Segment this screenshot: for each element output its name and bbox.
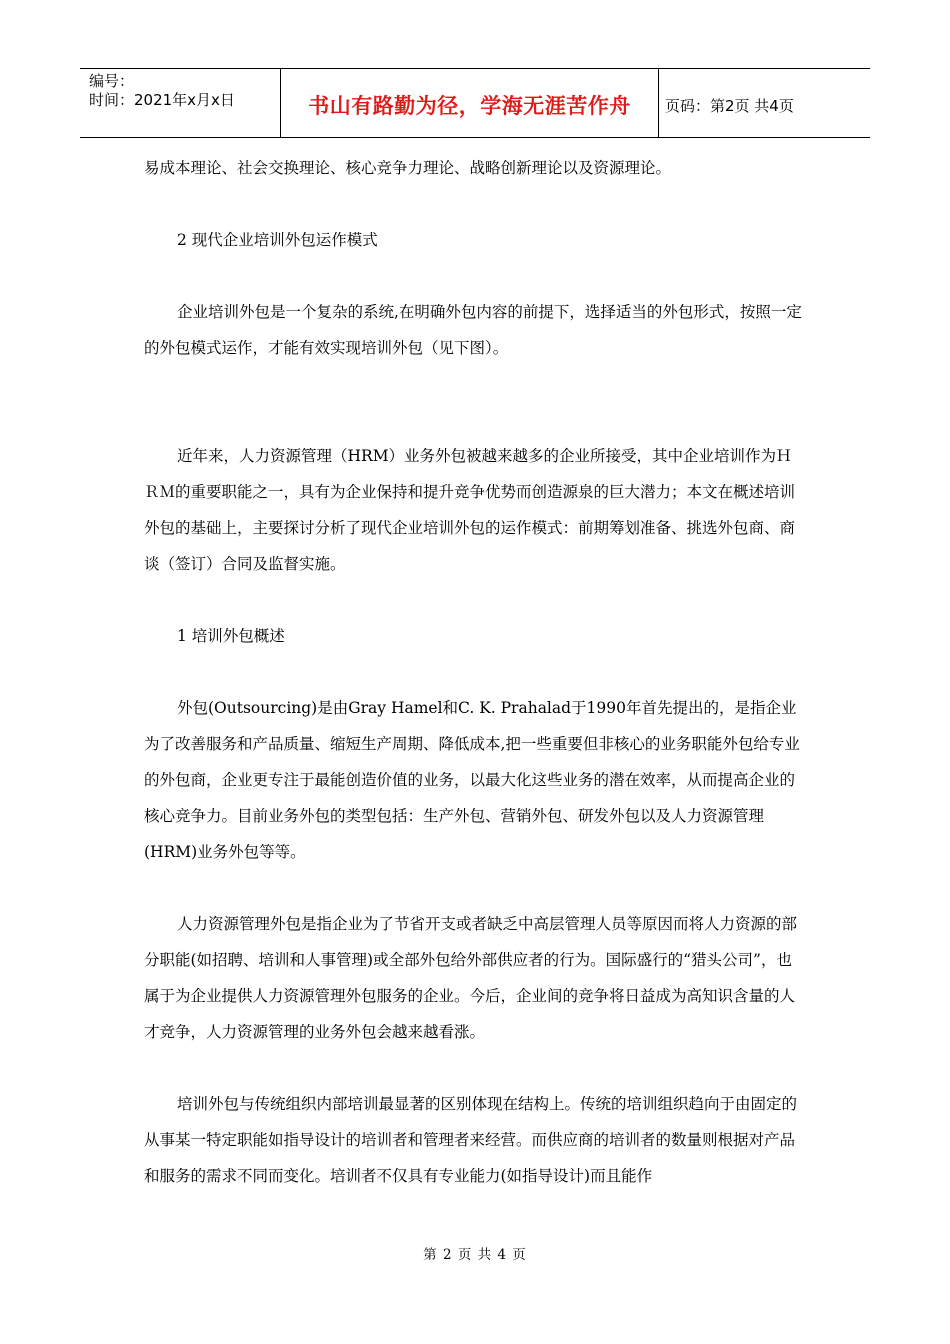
paragraph: 人力资源管理外包是指企业为了节省开支或者缺乏中高层管理人员等原因而将人力资源的部分职能(如招聘、培训和人事管理)或全部外包给外部供应者的行为。国际盛行的“猎头公司”，也属于为企业提供人力资源管理外包服务的企业。今后，企业间的竞争将日益成为高知识含量的人才竞争，人力资源管理的业务外包会越来越看涨。 [144,915,798,1041]
time-label: 时间：2021年x月x日 [89,91,235,109]
paragraph-continued: 易成本理论、社会交换理论、核心竞争力理论、战略创新理论以及资源理论。 [144,159,672,177]
motto-text: 书山有路勤为径，学海无涯苦作舟 [308,94,631,118]
header-page-cell [659,69,870,137]
paragraph: 近年来，人力资源管理（HRM）业务外包被越来越多的企业所接受，其中企业培训作为ＨＲＭ的重要职能之一，具有为企业保持和提升竞争优势而创造源泉的巨大潜力；本文在概述培训外包的基础上，主要探讨分析了现代企业培训外包的运作模式：前期筹划准备、挑选外包商、商谈（签订）合同及监督实施。 [144,447,796,573]
section-heading-1: 1 培训外包概述 [177,627,285,645]
paragraph: 培训外包与传统组织内部培训最显著的区别体现在结构上。传统的培训组织趋向于由固定的从事某一特定职能如指导设计的培训者和管理者来经营。而供应商的培训者的数量则根据对产品和服务的需求不同而变化。培训者不仅具有专业能力(如指导设计)而且能作 [144,1095,798,1185]
paragraph: 企业培训外包是一个复杂的系统,在明确外包内容的前提下，选择适当的外包形式，按照一定的外包模式运作，才能有效实现培训外包（见下图）。 [144,303,802,357]
header-motto-cell [281,69,659,137]
page-header [80,68,870,138]
section-heading-2: 2 现代企业培训外包运作模式 [177,231,378,249]
paragraph: 外包(Outsourcing)是由Gray Hamel和C. K. Prahalad于1990年首先提出的，是指企业为了改善服务和产品质量、缩短生产周期、降低成本,把一些重要但非核心的业务职能外包给专业的外包商，企业更专注于最能创造价值的业务，以最大化这些业务的潜在效率，从而提高企业的核心竞争力。目前业务外包的类型包括：生产外包、营销外包、研发外包以及人力资源管理(HRM)业务外包等等。 [144,699,800,861]
number-label: 编号： [89,72,135,90]
document-body [144,150,806,1194]
header-info-cell [80,69,281,137]
page-code: 页码：第2页 共4页 [665,96,794,115]
page-footer: 第 2 页 共 4 页 [423,1247,527,1263]
